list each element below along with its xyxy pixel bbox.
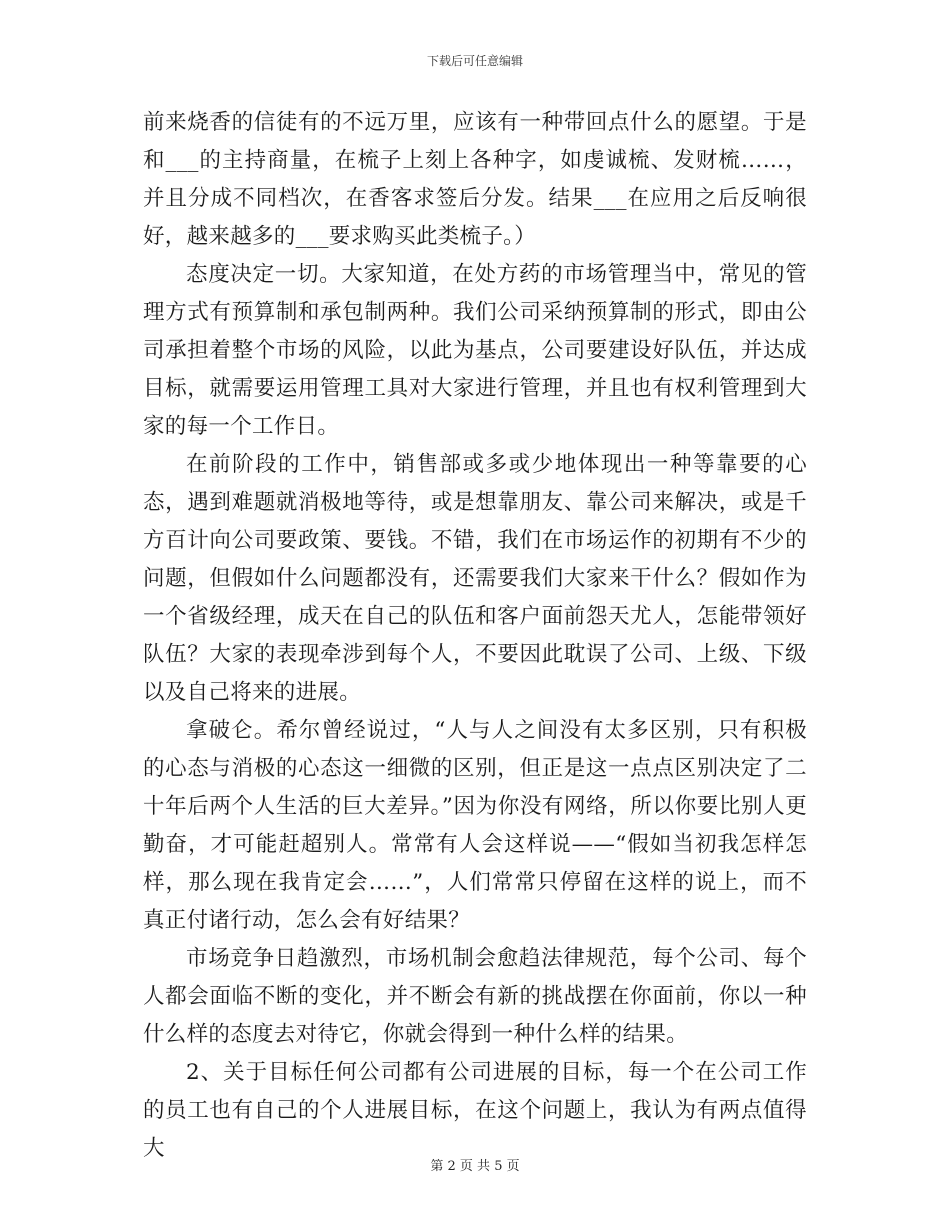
paragraph-goals: 2、关于目标任何公司都有公司进展的目标，每一个在公司工作的员工也有自己的个人进展目标，在这个问题上，我认为有两点值得大	[143, 1060, 807, 1161]
page-header: 下载后可任意编辑	[426, 54, 523, 68]
paragraph-attitude: 态度决定一切。大家知道，在处方药的市场管理当中，常见的管理方式有预算制和承包制两种。我们公司采纳预算制的形式，即由公司承担着整个市场的风险，以此为基点，公司要建设好队伍，并达成目标，就需要运用管理工具对大家进行管理，并且也有权利管理到大家的每一个工作日。	[143, 262, 807, 439]
paragraph-previous-stage: 在前阶段的工作中，销售部或多或少地体现出一种等靠要的心态，遇到难题就消极地等待，或是想靠朋友、靠公司来解决，或是千方百计向公司要政策、要钱。不错，我们在市场运作的初期有不少的问题，但假如什么问题都没有，还需要我们大家来干什么？假如作为一个省级经理，成天在自己的队伍和客户面前怨天尤人，怎能带领好队伍？大家的表现牵涉到每个人，不要因此耽误了公司、上级、下级以及自己将来的进展。	[143, 452, 807, 705]
paragraph-market-competition: 市场竞争日趋激烈，市场机制会愈趋法律规范，每个公司、每个人都会面临不断的变化，并不断会有新的挑战摆在你面前，你以一种什么样的态度去对待它，你就会得到一种什么样的结果。	[143, 946, 807, 1047]
paragraph-continuation: 前来烧香的信徒有的不远万里，应该有一种带回点什么的愿望。于是和___的主持商量，在梳子上刻上各种字，如虔诚梳、发财梳……，并且分成不同档次，在香客求签后分发。结果___在应用之后反响很好，越来越多的___要求购买此类梳子。）	[143, 110, 807, 249]
page-footer: 第 2 页 共 5 页	[430, 1159, 520, 1174]
document-body	[143, 104, 807, 1168]
paragraph-napoleon-hill: 拿破仑。希尔曾经说过，“人与人之间没有太多区别，只有积极的心态与消极的心态这一细微的区别，但正是这一点点区别决定了二十年后两个人生活的巨大差异。”因为你没有网络，所以你要比别人更勤奋，才可能赶超别人。常常有人会这样说——“假如当初我怎样怎样，那么现在我肯定会……”，人们常常只停留在这样的说上，而不真正付诸行动，怎么会有好结果？	[143, 718, 807, 933]
